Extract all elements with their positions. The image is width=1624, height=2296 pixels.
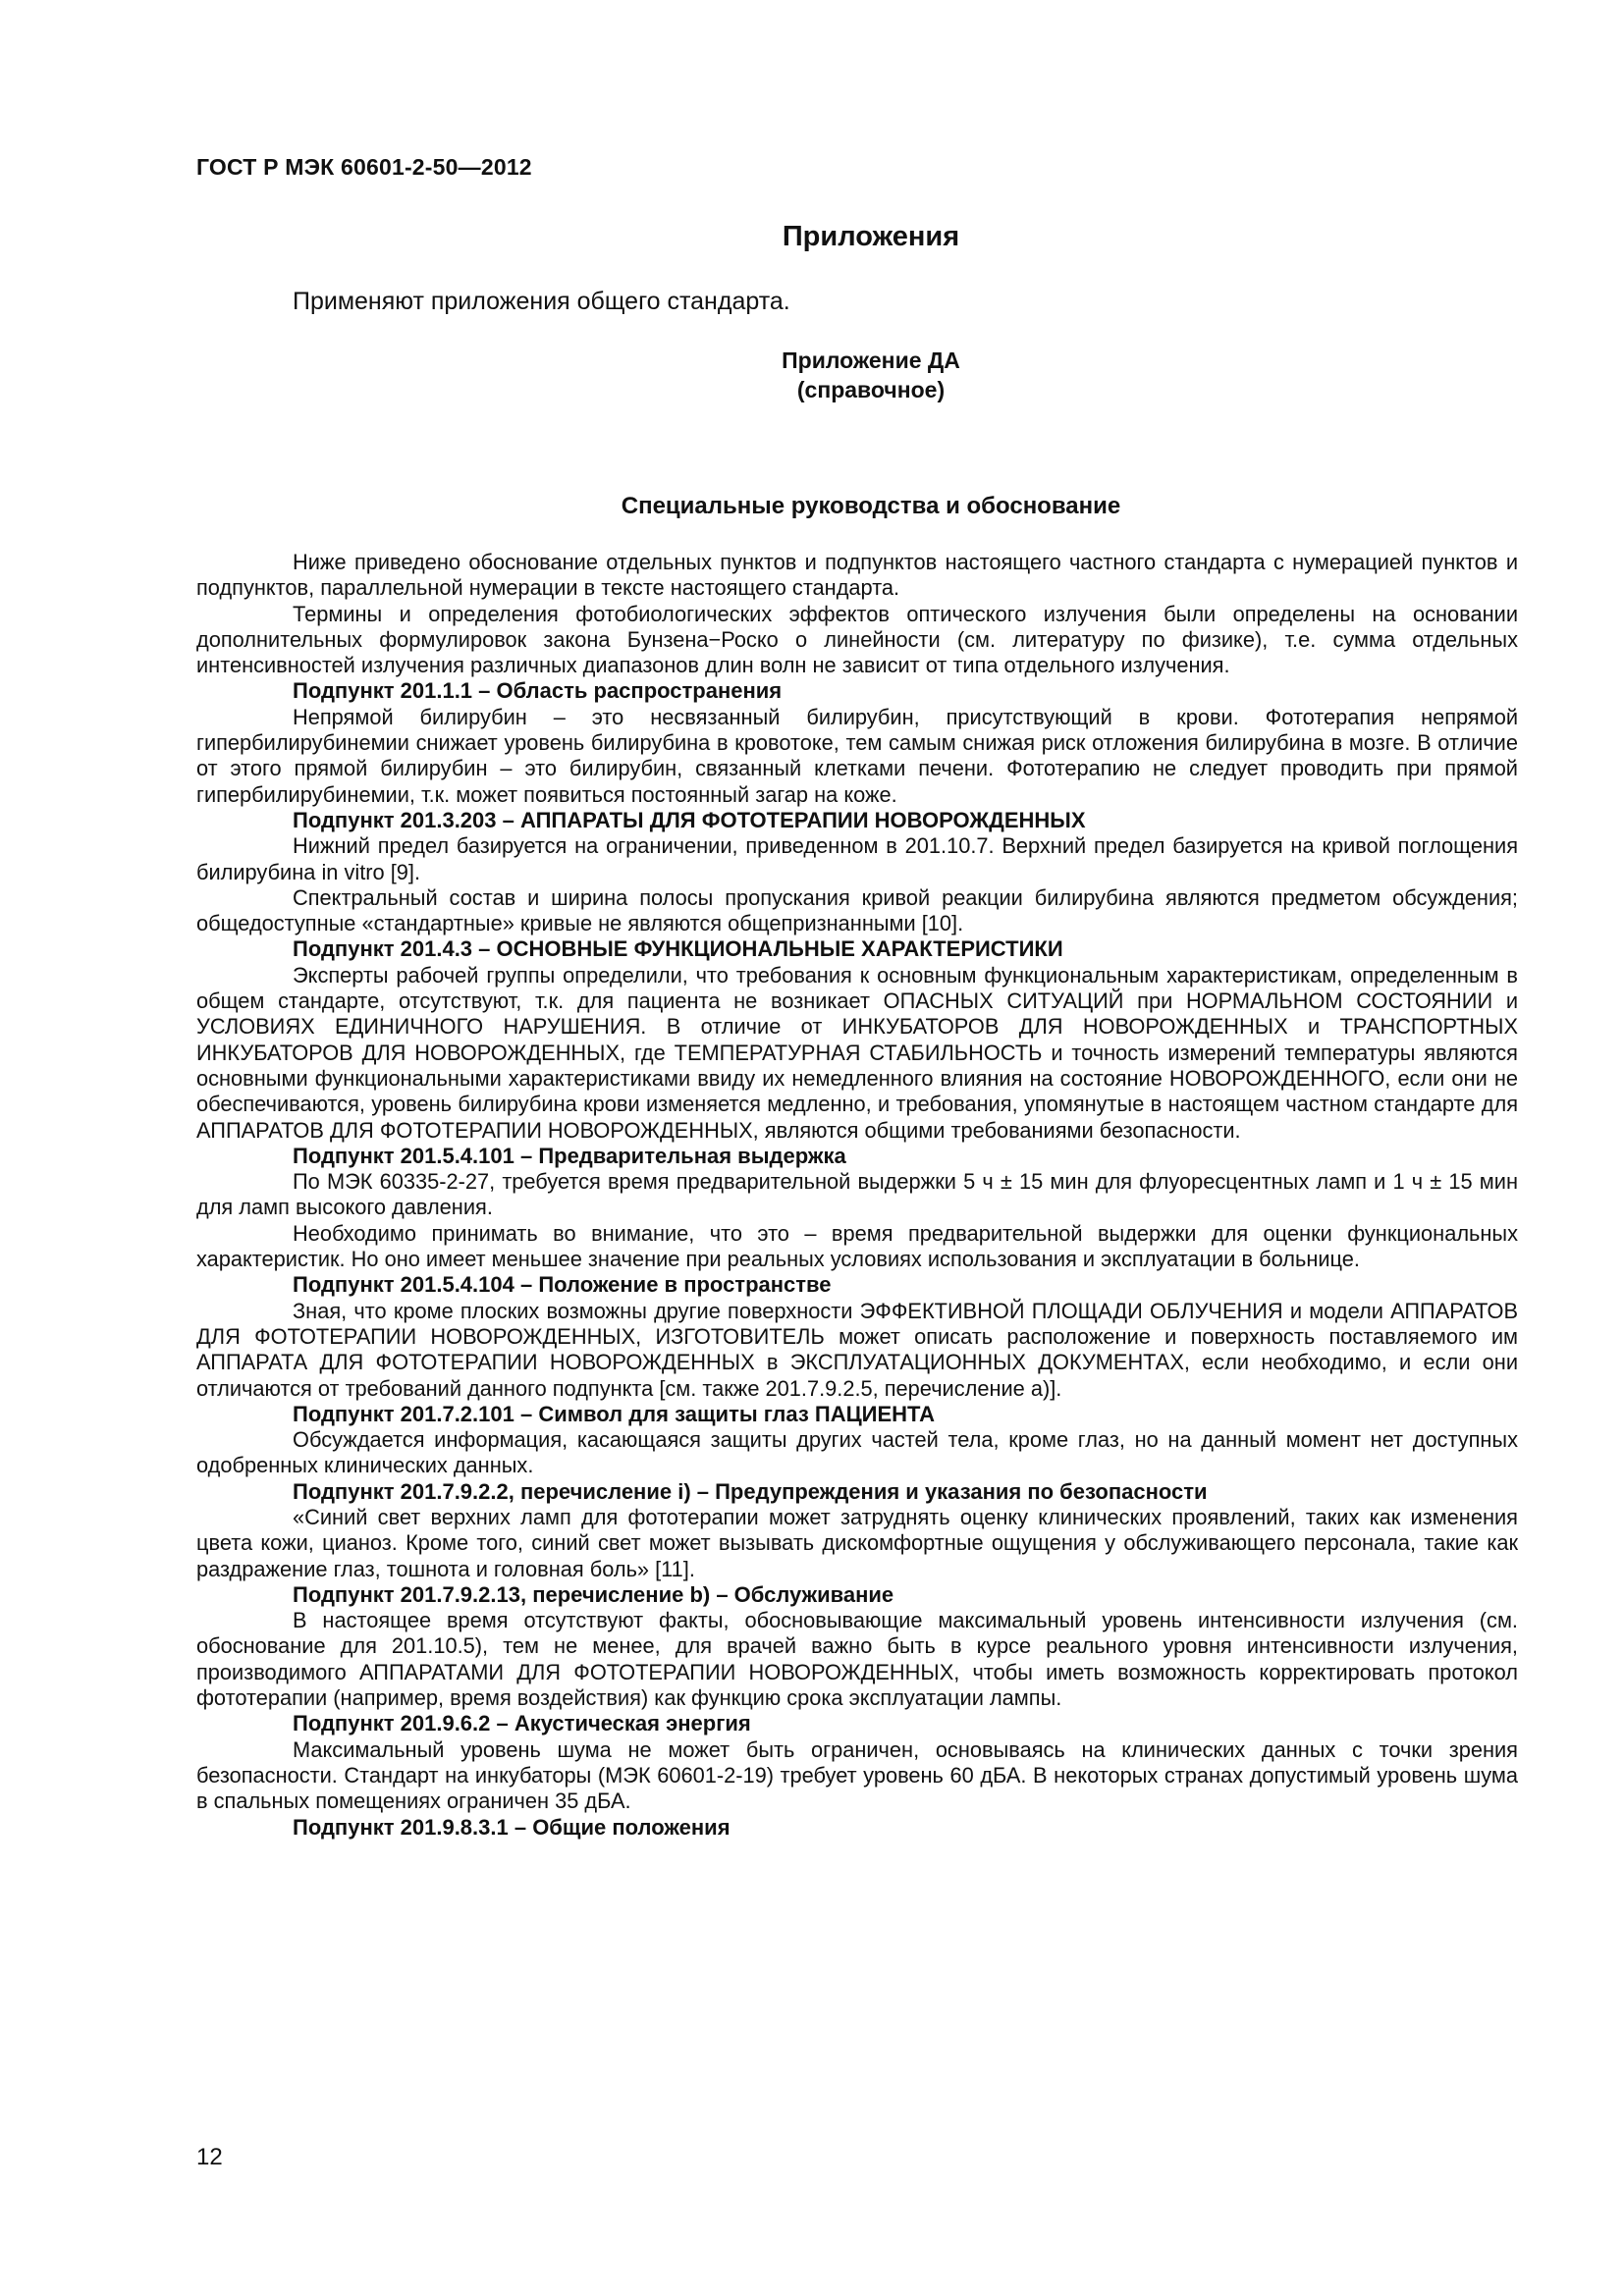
paragraph: Термины и определения фотобиологических эффектов оптического излучения были определены на основании дополнительных формулировок закона Бунзена−Роско о линейности (см. литературу по физике), т.е. сумма отдельных интенсивностей излучения различных диапазонов длин волн не зависит от типа отдельного излучения. — [196, 601, 1518, 678]
paragraph: Необходимо принимать во внимание, что это – время предварительной выдержки для оценки функциональных характеристик. Но оно имеет меньшее значение при реальных условиях использования и эксплуатации в больнице. — [196, 1220, 1518, 1272]
page-number: 12 — [196, 2144, 223, 2170]
paragraph: Зная, что кроме плоских возможны другие поверхности ЭФФЕКТИВНОЙ ПЛОЩАДИ ОБЛУЧЕНИЯ и модели АППАРАТОВ ДЛЯ ФОТОТЕРАПИИ НОВОРОЖДЕННЫХ, ИЗГОТОВИТЕЛЬ может описать расположение и поверхность поставляемого им АППАРАТА ДЛЯ ФОТОТЕРАПИИ НОВОРОЖДЕННЫХ в ЭКСПЛУАТАЦИОННЫХ ДОКУМЕНТАХ, если необходимо, и если они отличаются от требований данного подпункта [см. также 201.7.9.2.5, перечисление а)]. — [196, 1298, 1518, 1401]
paragraph: В настоящее время отсутствуют факты, обосновывающие максимальный уровень интенсивности излучения (см. обоснование для 201.10.5), тем не менее, для врачей важно быть в курсе реального уровня интенсивности излучения, производимого АППАРАТАМИ ДЛЯ ФОТОТЕРАПИИ НОВОРОЖДЕННЫХ, чтобы иметь возможность корректировать протокол фототерапии (например, время воздействия) как функцию срока эксплуатации лампы. — [196, 1608, 1518, 1711]
section-title: Специальные руководства и обоснование — [621, 493, 1121, 519]
paragraph: «Синий свет верхних ламп для фототерапии может затруднять оценку клинических проявлений, таких как изменения цвета кожи, цианоз. Кроме того, синий свет может вызывать дискомфортные ощущения у обслуживающего персонала, такие как раздражение глаз, тошнота и головная боль» [11]. — [196, 1504, 1518, 1581]
subclause-heading: Подпункт 201.4.3 – ОСНОВНЫЕ ФУНКЦИОНАЛЬНЫЕ ХАРАКТЕРИСТИКИ — [293, 936, 1063, 962]
paragraph: Обсуждается информация, касающаяся защиты других частей тела, кроме глаз, но на данный момент нет доступных одобренных клинических данных. — [196, 1427, 1518, 1478]
standard-designation: ГОСТ Р МЭК 60601-2-50—2012 — [196, 154, 532, 180]
paragraph: Непрямой билирубин – это несвязанный билирубин, присутствующий в крови. Фототерапия непрямой гипербилирубинемии снижает уровень билирубина в кровотоке, тем самым снижая риск отложения билирубина в мозге. В отличие от этого прямой билирубин – это билирубин, связанный клетками печени. Фототерапию не следует проводить при прямой гипербилирубинемии, т.к. может появиться постоянный загар на коже. — [196, 704, 1518, 807]
annexes-intro: Применяют приложения общего стандарта. — [293, 288, 790, 315]
annex-da-label: Приложение ДА — [782, 347, 960, 373]
paragraph: Максимальный уровень шума не может быть ограничен, основываясь на клинических данных с точки зрения безопасности. Стандарт на инкубаторы (МЭК 60601-2-19) требует уровень 60 дБА. В некоторых странах допустимый уровень шума в спальных помещениях ограничен 35 дБА. — [196, 1736, 1518, 1814]
subclause-heading: Подпункт 201.1.1 – Область распространения — [293, 678, 783, 704]
subclause-heading: Подпункт 201.7.9.2.13, перечисление b) – Обслуживание — [293, 1581, 894, 1607]
subclause-heading: Подпункт 201.5.4.101 – Предварительная выдержка — [293, 1143, 846, 1168]
paragraph: Ниже приведено обоснование отдельных пунктов и подпунктов настоящего частного стандарта с нумерацией пунктов и подпунктов, параллельной нумерации в тексте настоящего стандарта. — [196, 550, 1518, 601]
paragraph: Нижний предел базируется на ограничении, приведенном в 201.10.7. Верхний предел базируется на кривой поглощения билирубина in vitro [9]. — [196, 833, 1518, 884]
paragraph: Спектральный состав и ширина полосы пропускания кривой реакции билирубина являются предметом обсуждения; общедоступные «стандартные» кривые не являются общепризнанными [10]. — [196, 884, 1518, 936]
paragraph: По МЭК 60335-2-27, требуется время предварительной выдержки 5 ч ± 15 мин для флуоресцентных ламп и 1 ч ± 15 мин для ламп высокого давления. — [196, 1169, 1518, 1220]
annex-da-heading — [0, 346, 1624, 404]
subclause-heading: Подпункт 201.7.9.2.2, перечисление i) – Предупреждения и указания по безопасности — [293, 1478, 1208, 1504]
subclause-heading: Подпункт 201.9.8.3.1 – Общие положения — [293, 1814, 731, 1840]
subclause-heading: Подпункт 201.9.6.2 – Акустическая энергия — [293, 1711, 751, 1736]
annex-da-status: (справочное) — [796, 377, 946, 402]
paragraph: Эксперты рабочей группы определили, что требования к основным функциональным характеристикам, определенным в общем стандарте, отсутствуют, т.к. для пациента не возникает ОПАСНЫХ СИТУАЦИЙ при НОРМАЛЬНОМ СОСТОЯНИИ и УСЛОВИЯХ ЕДИНИЧНОГО НАРУШЕНИЯ. В отличие от ИНКУБАТОРОВ ДЛЯ НОВОРОЖДЕННЫХ и ТРАНСПОРТНЫХ ИНКУБАТОРОВ ДЛЯ НОВОРОЖДЕННЫХ, где ТЕМПЕРАТУРНАЯ СТАБИЛЬНОСТЬ и точность измерений температуры являются основными функциональными характеристиками ввиду их немедленного влияния на состояние НОВОРОЖДЕННОГО, если они не обеспечиваются, уровень билирубина крови изменяется медленно, и требования, упомянутые в настоящем частном стандарте для АППАРАТОВ ДЛЯ ФОТОТЕРАПИИ НОВОРОЖДЕННЫХ, являются общими требованиями безопасности. — [196, 962, 1518, 1143]
subclause-heading: Подпункт 201.7.2.101 – Символ для защиты глаз ПАЦИЕНТА — [293, 1401, 935, 1426]
subclause-heading: Подпункт 201.5.4.104 – Положение в пространстве — [293, 1272, 832, 1298]
body-text — [196, 550, 1518, 1841]
annexes-title: Приложения — [782, 221, 960, 252]
subclause-heading: Подпункт 201.3.203 – АППАРАТЫ ДЛЯ ФОТОТЕРАПИИ НОВОРОЖДЕННЫХ — [293, 807, 1086, 832]
